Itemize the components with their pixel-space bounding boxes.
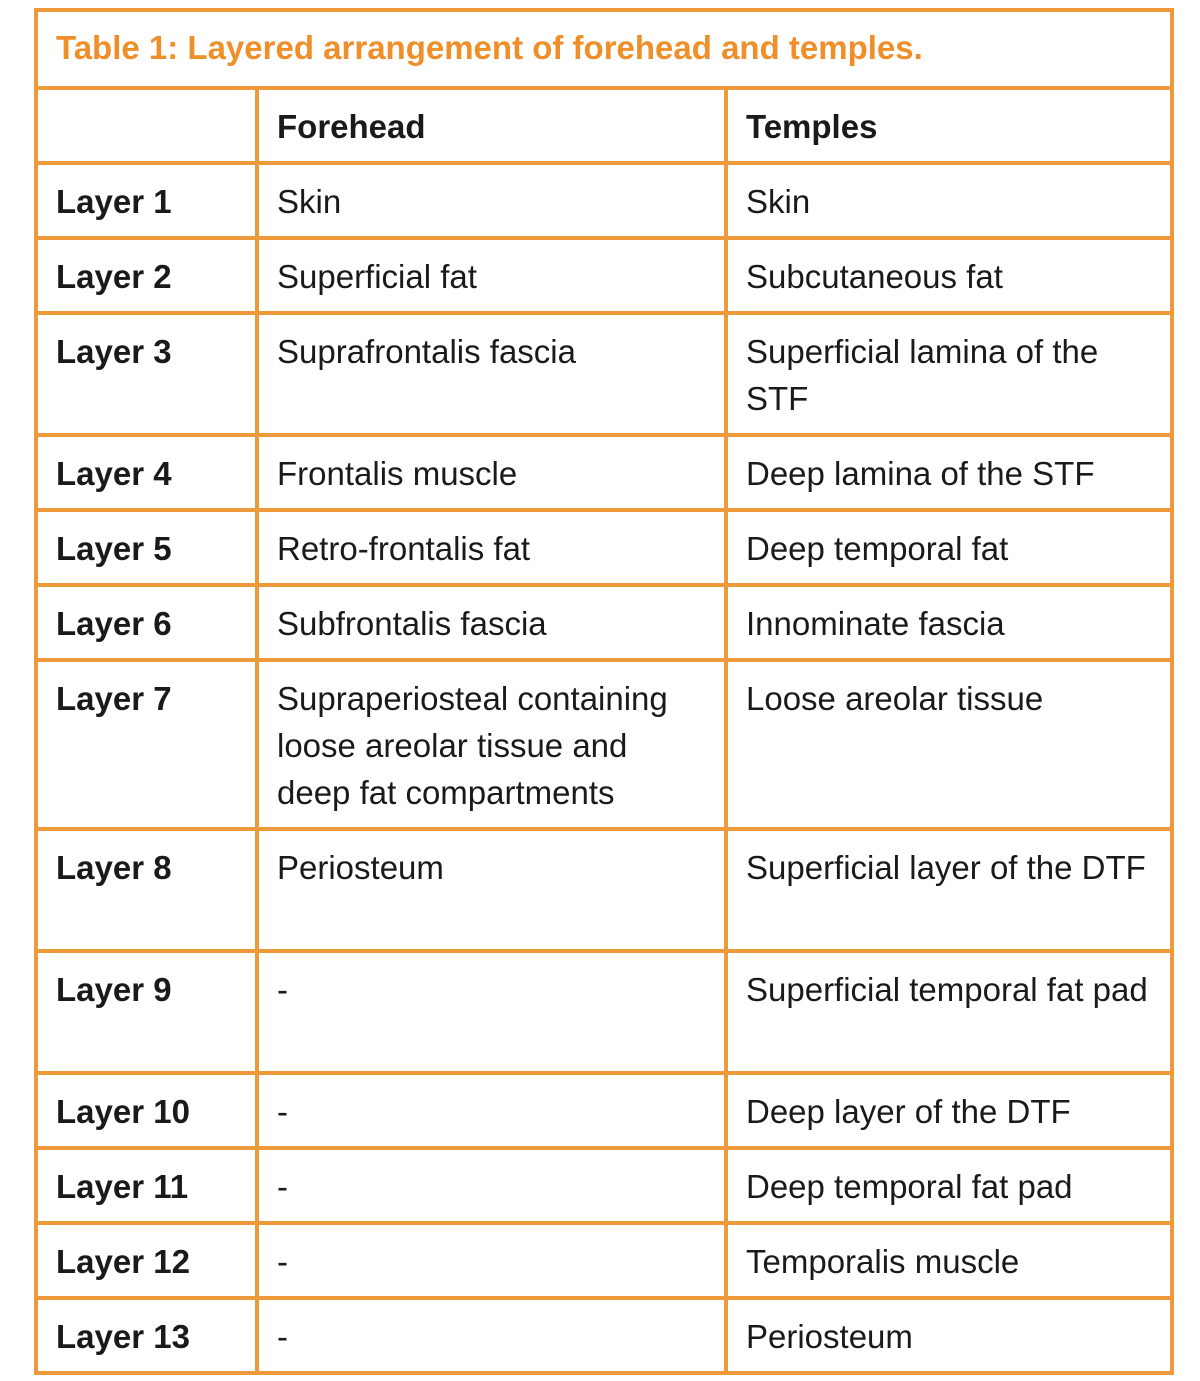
temples-cell: Deep lamina of the STF [726, 435, 1172, 510]
layer-label: Layer 1 [36, 163, 257, 238]
forehead-cell: - [257, 1298, 726, 1373]
table-row [36, 1148, 1172, 1223]
table-row [36, 1298, 1172, 1373]
table-header-row [36, 88, 1172, 163]
table-row [36, 510, 1172, 585]
table-row [36, 829, 1172, 951]
temples-cell: Superficial layer of the DTF [726, 829, 1172, 951]
table-row [36, 951, 1172, 1073]
layers-table [34, 8, 1174, 1375]
temples-cell: Skin [726, 163, 1172, 238]
forehead-cell: Suprafrontalis fascia [257, 313, 726, 435]
temples-cell: Deep temporal fat [726, 510, 1172, 585]
table-row [36, 313, 1172, 435]
layer-label: Layer 9 [36, 951, 257, 1073]
layer-label: Layer 8 [36, 829, 257, 951]
forehead-cell: Skin [257, 163, 726, 238]
layer-label: Layer 6 [36, 585, 257, 660]
table-row [36, 163, 1172, 238]
header-forehead: Forehead [257, 88, 726, 163]
forehead-cell: - [257, 1223, 726, 1298]
temples-cell: Deep layer of the DTF [726, 1073, 1172, 1148]
temples-cell: Innominate fascia [726, 585, 1172, 660]
layer-label: Layer 7 [36, 660, 257, 829]
table-row [36, 585, 1172, 660]
table-caption: Table 1: Layered arrangement of forehead and temples. [36, 10, 1172, 88]
layer-label: Layer 13 [36, 1298, 257, 1373]
forehead-cell: Superficial fat [257, 238, 726, 313]
table-row [36, 238, 1172, 313]
header-temples: Temples [726, 88, 1172, 163]
table-row [36, 660, 1172, 829]
forehead-cell: - [257, 1073, 726, 1148]
forehead-cell: Retro-frontalis fat [257, 510, 726, 585]
layer-label: Layer 10 [36, 1073, 257, 1148]
temples-cell: Periosteum [726, 1298, 1172, 1373]
temples-cell: Deep temporal fat pad [726, 1148, 1172, 1223]
layer-label: Layer 11 [36, 1148, 257, 1223]
temples-cell: Subcutaneous fat [726, 238, 1172, 313]
forehead-cell: - [257, 951, 726, 1073]
forehead-cell: Periosteum [257, 829, 726, 951]
forehead-cell: - [257, 1148, 726, 1223]
temples-cell: Loose areolar tissue [726, 660, 1172, 829]
header-empty-cell [36, 88, 257, 163]
table-caption-row [36, 10, 1172, 88]
layer-label: Layer 2 [36, 238, 257, 313]
forehead-cell: Frontalis muscle [257, 435, 726, 510]
temples-cell: Temporalis muscle [726, 1223, 1172, 1298]
temples-cell: Superficial temporal fat pad [726, 951, 1172, 1073]
layer-label: Layer 5 [36, 510, 257, 585]
table-row [36, 1223, 1172, 1298]
layer-label: Layer 3 [36, 313, 257, 435]
forehead-cell: Supraperiosteal containing loose areolar tissue and deep fat compartments [257, 660, 726, 829]
table-row [36, 1073, 1172, 1148]
forehead-cell: Subfrontalis fascia [257, 585, 726, 660]
temples-cell: Superficial lamina of the STF [726, 313, 1172, 435]
layer-label: Layer 12 [36, 1223, 257, 1298]
layers-table-container [34, 8, 1170, 1372]
layer-label: Layer 4 [36, 435, 257, 510]
table-row [36, 435, 1172, 510]
